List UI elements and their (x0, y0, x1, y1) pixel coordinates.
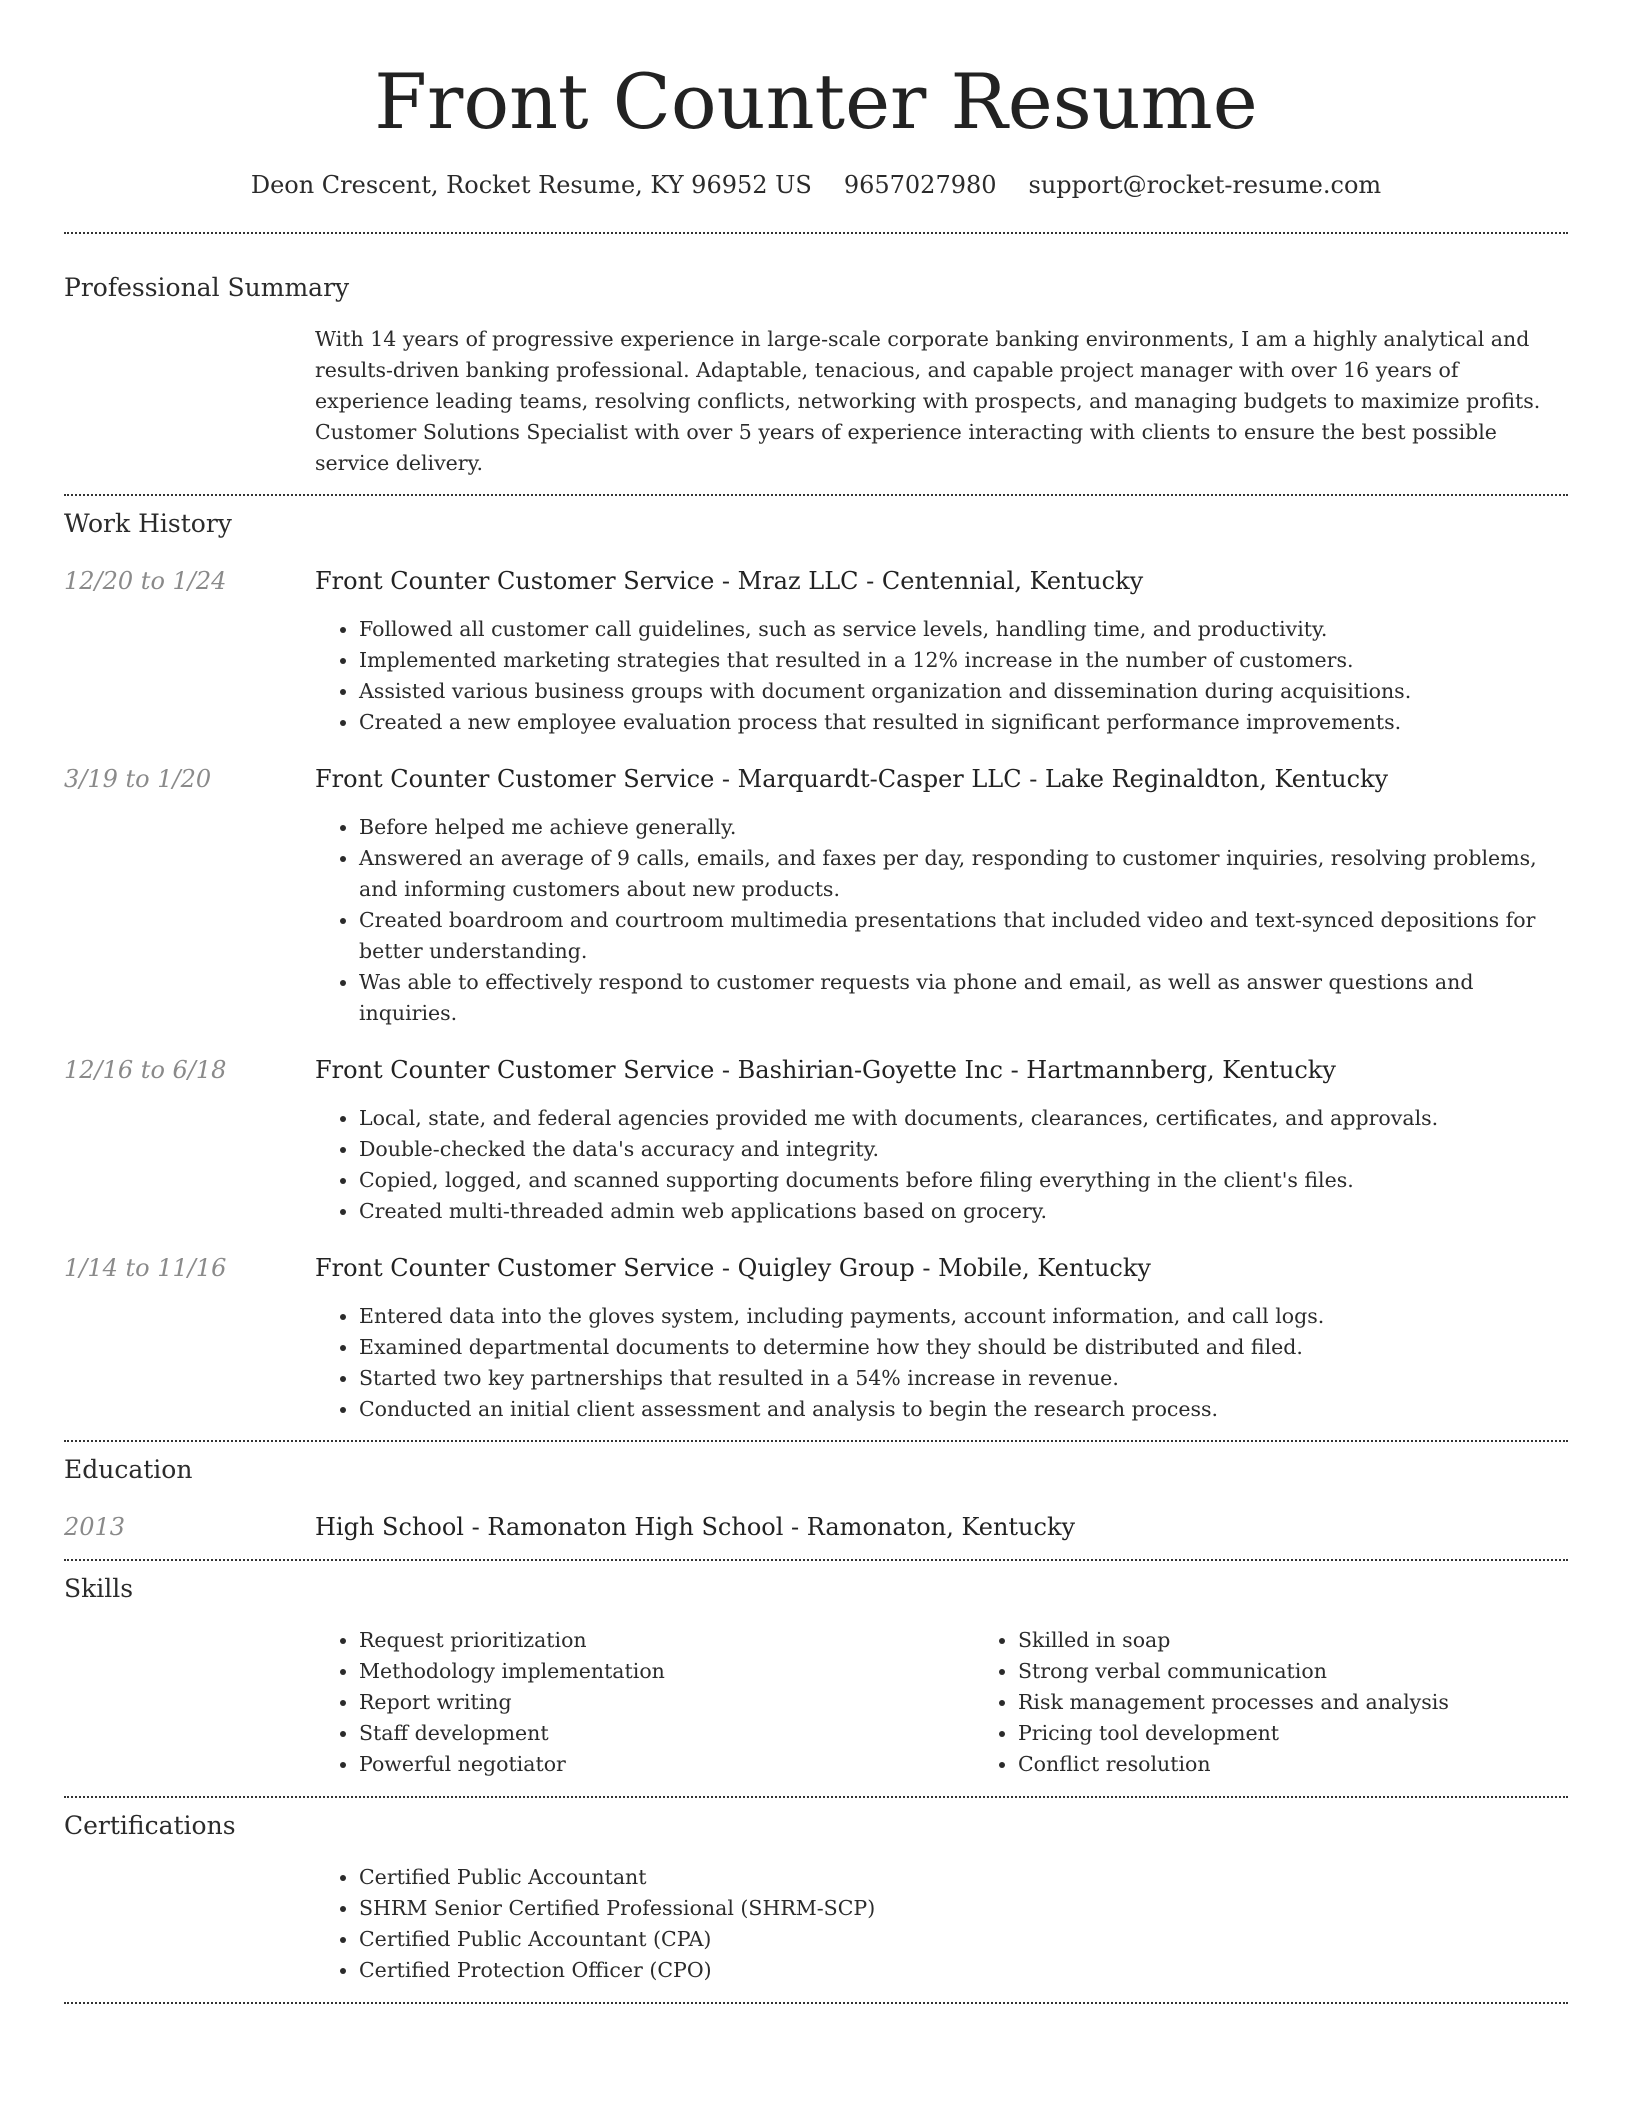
job-title: Front Counter Customer Service - Mraz LLC - Centennial, Kentucky (315, 567, 1144, 595)
education-entry (64, 1511, 1568, 1543)
section-heading-certifications: Certifications (64, 1811, 236, 1840)
list-item: • Examined departmental documents to determine how they should be distributed and filed. (359, 1332, 1568, 1363)
job-entry (64, 1252, 1568, 1425)
job-title: Front Counter Customer Service - Quigley Group - Mobile, Kentucky (315, 1254, 1151, 1282)
list-item: • Followed all customer call guidelines, such as service levels, handling time, and productivity. (359, 614, 1568, 645)
job-entry (64, 565, 1568, 738)
job-entry (64, 1054, 1568, 1227)
job-bullets (315, 1301, 1568, 1425)
education-year: 2013 (64, 1513, 126, 1541)
list-item: • Certified Protection Officer (CPO) (359, 1955, 1568, 1986)
divider (64, 1440, 1568, 1442)
certifications-list (315, 1862, 1568, 1986)
list-item: • Entered data into the gloves system, including payments, account information, and call logs. (359, 1301, 1568, 1332)
contact-info (64, 168, 1568, 202)
contact-address: Deon Crescent, Rocket Resume, KY 96952 US (250, 171, 812, 199)
job-dates: 1/14 to 11/16 (64, 1254, 227, 1282)
section-education (64, 1454, 1568, 1543)
resume-title: Front Counter Resume (374, 57, 1258, 146)
list-item: • Skilled in soap (1018, 1625, 1632, 1656)
job-bullets (315, 614, 1568, 738)
list-item: • Risk management processes and analysis (1018, 1687, 1632, 1718)
list-item: • Powerful negotiator (359, 1749, 974, 1780)
job-title: Front Counter Customer Service - Bashirian-Goyette Inc - Hartmannberg, Kentucky (315, 1056, 1336, 1084)
job-dates: 3/19 to 1/20 (64, 765, 212, 793)
section-heading-summary: Professional Summary (64, 273, 350, 302)
list-item: • Before helped me achieve generally. (359, 812, 1568, 843)
divider (64, 494, 1568, 496)
job-title: Front Counter Customer Service - Marquardt-Casper LLC - Lake Reginaldton, Kentucky (315, 765, 1389, 793)
list-item: • Report writing (359, 1687, 974, 1718)
section-skills (64, 1573, 1568, 1780)
list-item: • Certified Public Accountant (CPA) (359, 1924, 1568, 1955)
list-item: • Created multi-threaded admin web applications based on grocery. (359, 1196, 1568, 1227)
list-item: • SHRM Senior Certified Professional (SHRM-SCP) (359, 1893, 1568, 1924)
list-item: • Strong verbal communication (1018, 1656, 1632, 1687)
summary-text: With 14 years of progressive experience in large-scale corporate banking environments, I am a highly analytical and results-driven banking professional. Adaptable, tenacious, and capable project manager with over 16 years of experience leading teams, resolving conflicts, networking with prospects, and managing budgets to maximize profits. Customer Solutions Specialist with over 5 years of experience interacting with clients to ensure the best possible service delivery. (315, 327, 1541, 475)
contact-phone: 9657027980 (843, 171, 997, 199)
list-item: • Double-checked the data's accuracy and integrity. (359, 1134, 1568, 1165)
job-dates: 12/20 to 1/24 (64, 567, 227, 595)
section-heading-education: Education (64, 1455, 193, 1484)
section-certifications (64, 1810, 1568, 1986)
divider (64, 2002, 1568, 2004)
list-item: • Conducted an initial client assessment and analysis to begin the research process. (359, 1394, 1568, 1425)
contact-email: support@rocket-resume.com (1028, 171, 1382, 199)
skills-list-left (315, 1625, 974, 1780)
section-heading-skills: Skills (64, 1574, 134, 1603)
education-title: High School - Ramonaton High School - Ramonaton, Kentucky (315, 1513, 1076, 1541)
section-heading-work: Work History (64, 509, 232, 538)
section-summary (64, 272, 1568, 479)
skills-list-right (974, 1625, 1632, 1780)
list-item: • Created boardroom and courtroom multimedia presentations that included video and text-synced depositions for better understanding. (359, 905, 1568, 967)
list-item: • Pricing tool development (1018, 1718, 1632, 1749)
list-item: • Staff development (359, 1718, 974, 1749)
divider (64, 1559, 1568, 1561)
list-item: • Certified Public Accountant (359, 1862, 1568, 1893)
list-item: • Conflict resolution (1018, 1749, 1632, 1780)
list-item: • Copied, logged, and scanned supporting documents before filing everything in the client's files. (359, 1165, 1568, 1196)
resume-page (64, 0, 1568, 2004)
list-item: • Methodology implementation (359, 1656, 974, 1687)
list-item: • Started two key partnerships that resulted in a 54% increase in revenue. (359, 1363, 1568, 1394)
list-item: • Assisted various business groups with document organization and dissemination during acquisitions. (359, 676, 1568, 707)
section-work-history (64, 508, 1568, 1425)
divider (64, 1796, 1568, 1798)
list-item: • Request prioritization (359, 1625, 974, 1656)
job-dates: 12/16 to 6/18 (64, 1056, 227, 1084)
job-entry (64, 763, 1568, 1029)
list-item: • Created a new employee evaluation process that resulted in significant performance improvements. (359, 707, 1568, 738)
job-bullets (315, 812, 1568, 1029)
list-item: • Implemented marketing strategies that resulted in a 12% increase in the number of customers. (359, 645, 1568, 676)
divider (64, 232, 1568, 234)
list-item: • Was able to effectively respond to customer requests via phone and email, as well as answer questions and inquiries. (359, 967, 1568, 1029)
list-item: • Local, state, and federal agencies provided me with documents, clearances, certificates, and approvals. (359, 1103, 1568, 1134)
list-item: • Answered an average of 9 calls, emails, and faxes per day, responding to customer inquiries, resolving problems, and informing customers about new products. (359, 843, 1568, 905)
job-bullets (315, 1103, 1568, 1227)
